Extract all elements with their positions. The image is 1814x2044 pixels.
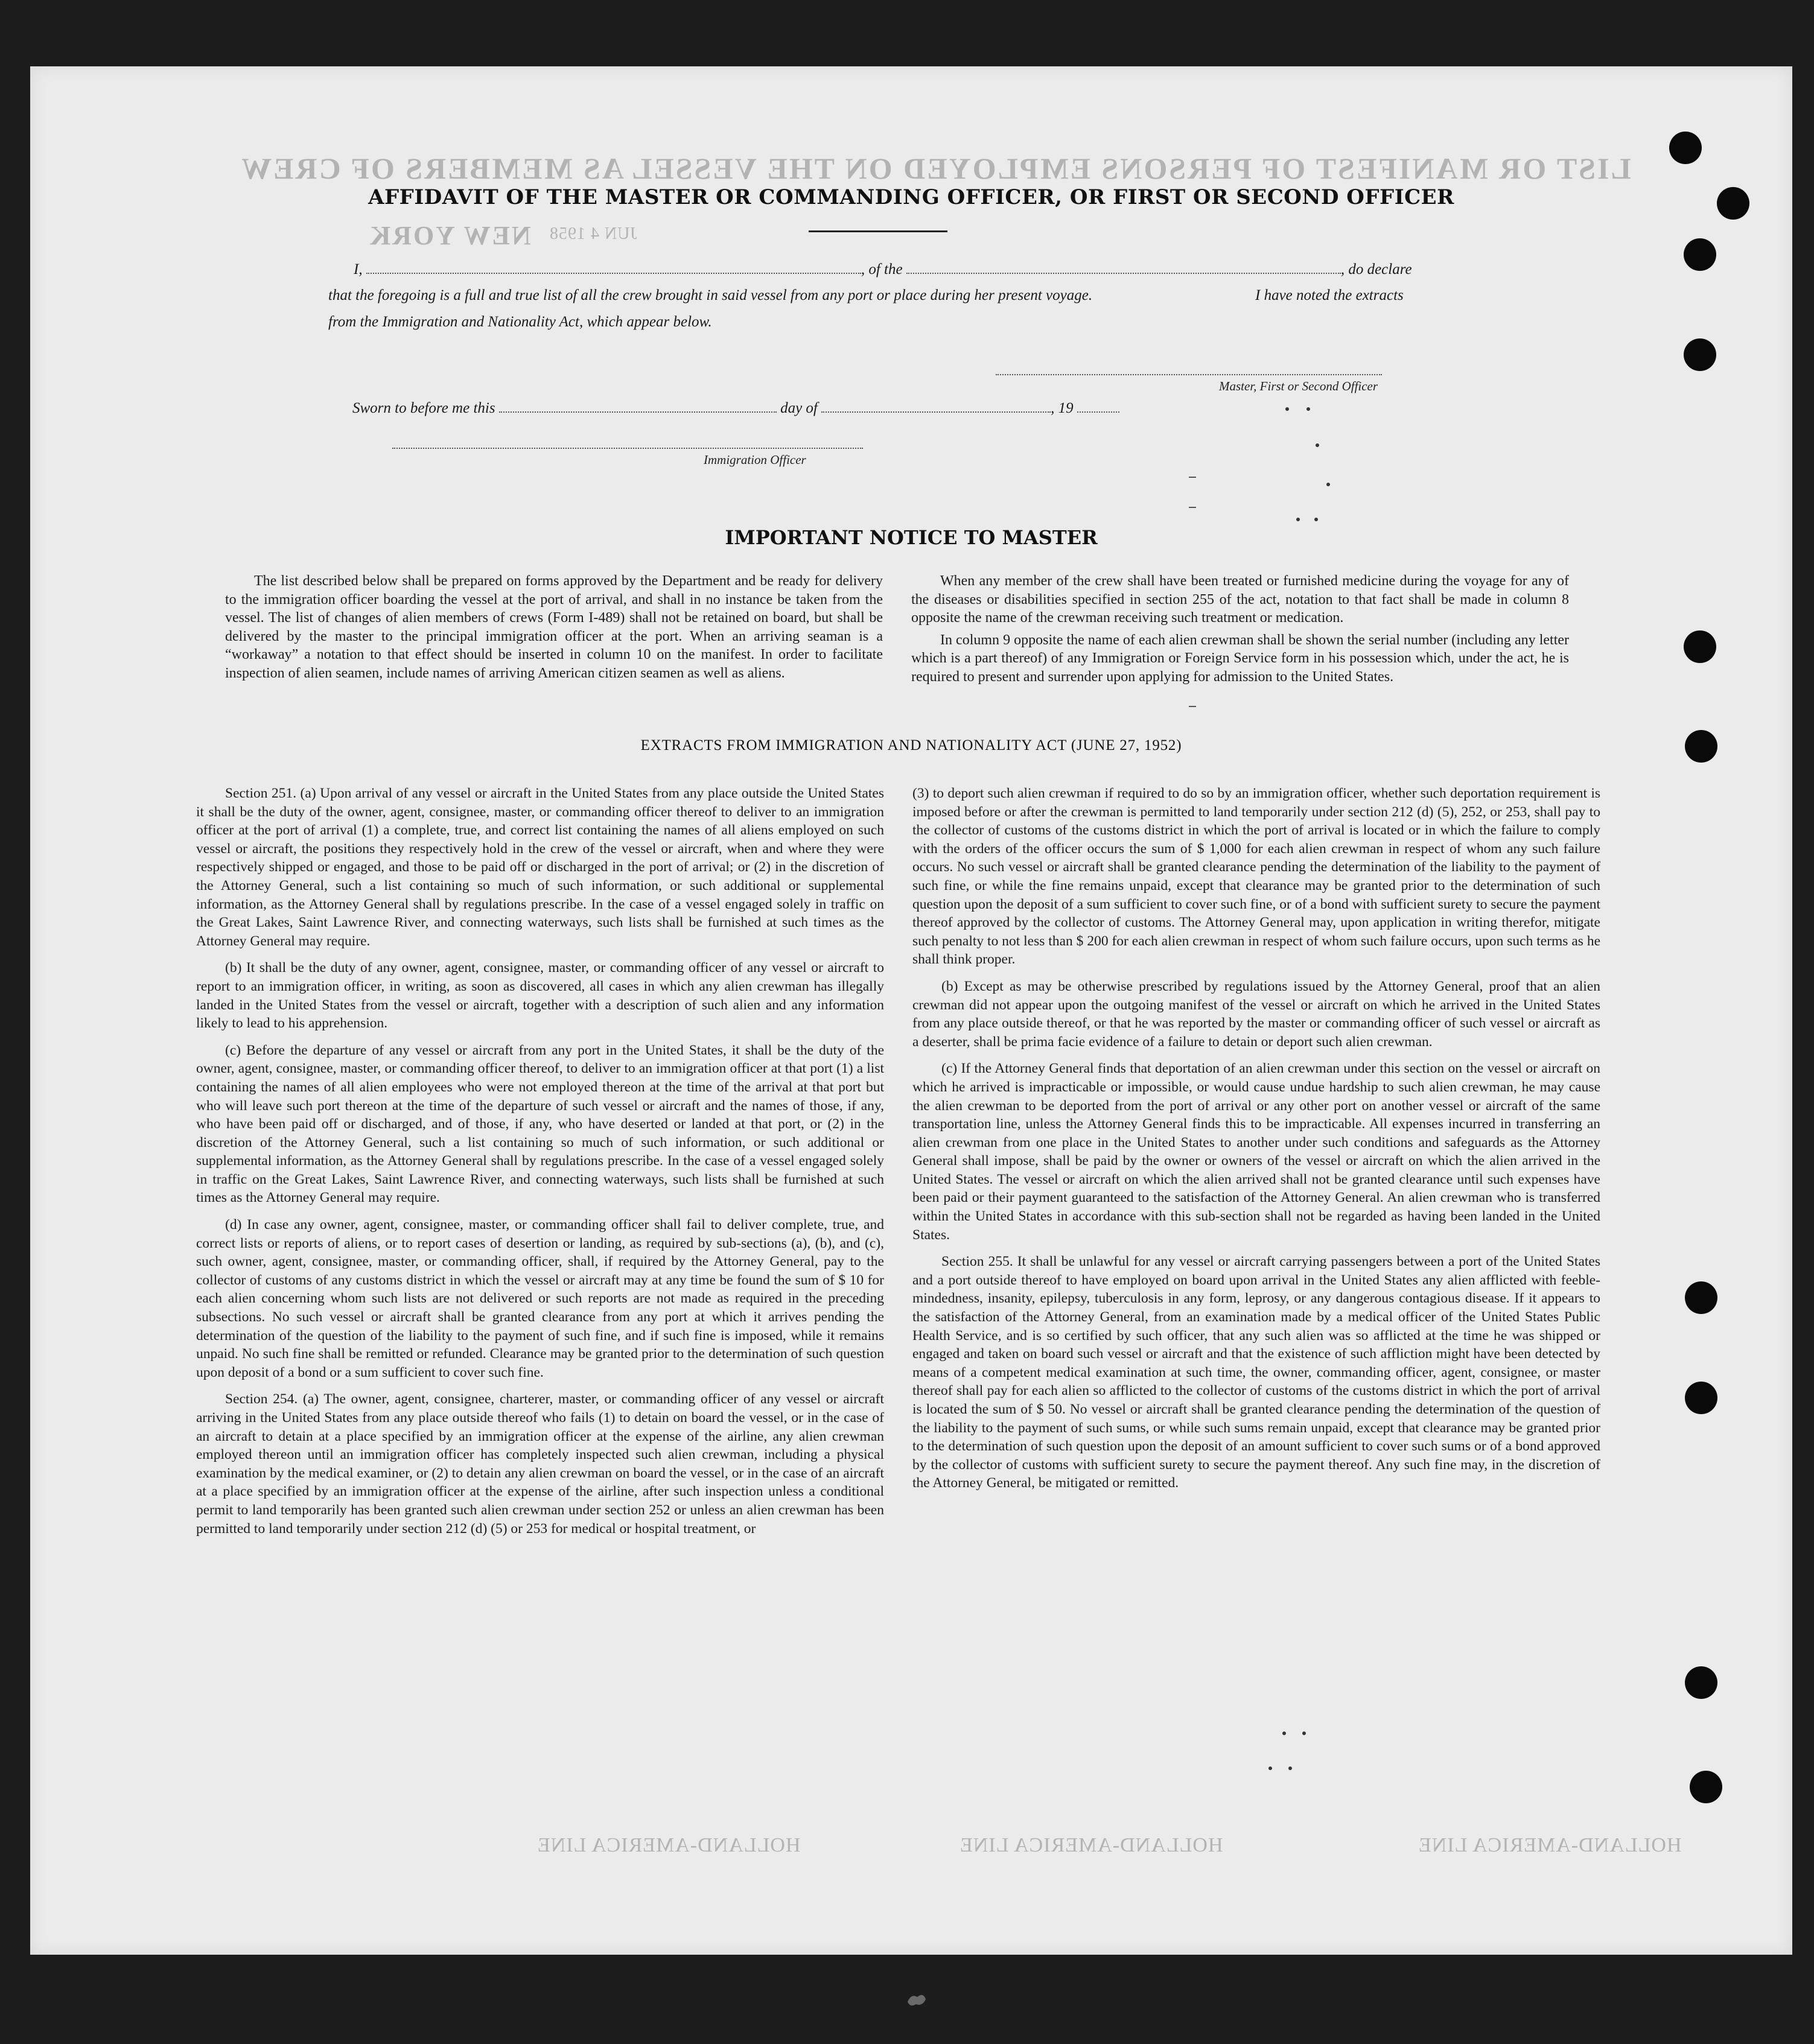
officer-caption: Immigration Officer (704, 452, 806, 467)
sworn-day-of: day of (780, 400, 818, 416)
affidavit-title: AFFIDAVIT OF THE MASTER OR COMMANDING OFFICER, OR FIRST OR SECOND OFFICER (368, 185, 1454, 209)
speck (1316, 443, 1319, 447)
notice-right-paragraph-1: When any member of the crew shall have been treated or furnished medicine during the voyage for any of the diseases or disabilities specified in section 255 of the act, notation to that fact shall be made in column 8 opposite the name of the crewman receiving such treatment or medication. (911, 573, 1569, 626)
affidavit-line-1 (354, 261, 1412, 278)
bleed-through-heading: LIST OR MANIFEST OF PERSONS EMPLOYED ON THE VESSEL AS MEMBERS OF CREW (240, 151, 1631, 185)
speck (1285, 407, 1289, 411)
affidavit-line-2: that the foregoing is a full and true list of all the crew brought in said vessel from any port or place during her present voyage. (328, 287, 1093, 303)
manifest-page (30, 66, 1792, 1955)
extracts-left-column (196, 784, 884, 1546)
master-caption: Master, First or Second Officer (1219, 379, 1378, 393)
extracts-title: EXTRACTS FROM IMMIGRATION AND NATIONALITY ACT (JUNE 27, 1952) (640, 737, 1182, 754)
section-251-d: (d) In case any owner, agent, consignee, master, or commanding officer shall fail to deliver complete, true, and correct lists or reports of aliens, or to report cases of desertion or landing, as required by sub-sections (a), (b), and (c), such owner, agent, consignee, master, or commanding officer, shall, if required by the Attorney General, pay to the collector of customs of any customs district in which the vessel or aircraft may at any time be found the sum of $ 10 for each alien concerning whom such lists are not delivered or such reports are not made as required in the preceding subsections. No such vessel or aircraft shall be granted clearance from any port at which it arrives pending the determination of the question of the liability to the payment of such fine, and if such fine is imposed, while it remains unpaid. No such fine shall be remitted or refunded. Clearance may be granted prior to the determination of such question upon deposit of a bond or a sum sufficient to cover such fine. (196, 1217, 884, 1380)
bleed-through-line-1: HOLLAND-AMERICA LINE (537, 1834, 801, 1856)
speck (1288, 1766, 1292, 1770)
master-signature-line (996, 374, 1382, 375)
bleed-through-line-3: HOLLAND-AMERICA LINE (1418, 1834, 1682, 1856)
affidavit-i: I, (354, 261, 363, 278)
speck (1302, 1731, 1306, 1735)
extracts-right-column (912, 784, 1600, 1501)
section-254-a-cont: (3) to deport such alien crewman if required to do so by an immigration officer, whether such deportation requirement is imposed before or after the crewman is permitted to land temporarily under section 212 (d) (5), 252, or 253, shall pay to the collector of customs of the customs district in which the port of arrival is located or in which the failure to comply with the orders of the officer occurs the sum of $ 1,000 for each alien crewman in respect of whom any such failure occurs. No such vessel or aircraft shall be granted clearance pending the determination of the liability to the payment of such fine, or while the fine remains unpaid, except that clearance may be granted prior to the determination of such question upon the deposit of a sum sufficient to cover such fine, or of a bond with sufficient surety to secure the payment thereof approved by the collector of customs. The Attorney General may, upon application in writing therefor, mitigate such penalty to not less than $ 200 for each alien crewman in respect of whom such failure occurs, upon such terms as he shall think proper. (912, 786, 1600, 968)
sworn-month-blank (821, 399, 1051, 413)
binder-hole (1685, 730, 1717, 763)
speck (1296, 518, 1300, 521)
notice-right (911, 572, 1569, 686)
section-254-a: Section 254. (a) The owner, agent, consignee, charterer, master, or commanding officer of any vessel or aircraft arriving in the United States from any place outside thereof who fails (1) to detain on board the vessel, or in the case of an aircraft to detain at a place specified by an immigration officer at the expense of the airline, any alien crewman employed thereon until an immigration officer has completely inspected such alien crewman, including a physical examination by the medical examiner, or (2) to detain any alien crewman on board the vessel, or in the case of an aircraft at a place specified by an immigration officer at the expense of the airline, after such inspection unless a conditional permit to land temporarily has been granted such alien crewman under section 252 or unless an alien crewman has been permitted to land temporarily under section 212 (d) (5) or 253 for medical or hospital treatment, or (196, 1391, 884, 1537)
binder-hole (1690, 1771, 1722, 1803)
speck (1326, 483, 1330, 486)
section-251-a: Section 251. (a) Upon arrival of any vessel or aircraft in the United States from any place outside the United States it shall be the duty of the owner, agent, consignee, master, or commanding officer thereof to deliver to an immigration officer at the port of arrival (1) a complete, true, and correct list containing the names of all aliens employed on such vessel or aircraft, the positions they respectively hold in the crew of the vessel or aircraft, when and where they were respectively shipped or engaged, and those to be paid off or discharged in the port of arrival; or (2) in the discretion of the Attorney General, such a list containing so much of such information, or such additional or supplemental information, as the Attorney General shall by regulations prescribe. In the case of a vessel engaged solely in traffic on the Great Lakes, Saint Lawrence River, and connecting waterways, such lists shall be furnished at such times as the Attorney General may require. (196, 786, 884, 949)
dash-mark (1189, 706, 1196, 707)
bleed-through-port: NEW YORK (368, 221, 531, 250)
scanner-smudge (905, 1991, 929, 2009)
affidavit-declare: , do declare (1340, 261, 1412, 278)
bleed-through-line-2: HOLLAND-AMERICA LINE (960, 1834, 1223, 1856)
speck (1314, 518, 1318, 521)
section-254-c: (c) If the Attorney General finds that deportation of an alien crewman under this section on the vessel or aircraft on which he arrived is impracticable or impossible, or would cause undue hardship to such alien crewman, he may cause the alien crewman to be deported from the port of arrival or any other port on another vessel or aircraft of the same transportation line, unless the Attorney General finds this to be impracticable. All expenses incurred in transferring an alien crewman from one place in the United States to another under such conditions and safeguards as the Attorney General shall impose, shall be paid by the owner or owners of the vessel or aircraft on which the alien arrived in the United States. The vessel or aircraft on which the alien arrived shall not be granted clearance until such expenses have been paid or their payment guaranteed to the satisfaction of the Attorney General. An alien crewman who is transferred within the United States in accordance with this sub-section shall not be regarded as having been landed in the United States. (912, 1061, 1600, 1243)
speck (1282, 1731, 1286, 1735)
binder-hole (1685, 1382, 1717, 1414)
affidavit-line-2-right: I have noted the extracts (1255, 287, 1404, 303)
officer-signature-line (392, 448, 863, 449)
binder-hole (1685, 1281, 1717, 1314)
binder-hole (1669, 132, 1702, 164)
section-251-c: (c) Before the departure of any vessel or aircraft from any port in the United States, it shall be the duty of the owner, agent, consignee, master, or commanding officer thereof, to deliver to an immigration officer at that port (1) a list containing the names of all alien employees who were not employed thereon at the time of the arrival at that port but who will leave such port thereon at the time of the departure of such vessel or aircraft and the names of those, if any, who have been paid off or discharged, and of those, if any, who have deserted or landed at that port, or (2) in the discretion of the Attorney General, such a list containing so much of such information, or such additional or supplemental information, as the Attorney General shall by regulations prescribe. In the case of a vessel engaged solely in traffic on the Great Lakes, Saint Lawrence River, and connecting waterways, such lists shall be furnished at such times as the Attorney General may require. (196, 1042, 884, 1206)
notice-right-paragraph-2: In column 9 opposite the name of each alien crewman shall be shown the serial number (including any letter which is a part thereof) of any Immigration or Foreign Service form in his possession which, under the act, he is required to present and surrender upon applying for admission to the United States. (911, 632, 1569, 685)
affidavit-line-3: from the Immigration and Nationality Act, which appear below. (328, 314, 712, 330)
section-254-b: (b) Except as may be otherwise prescribed by regulations issued by the Attorney General, proof that an alien crewman did not appear upon the outgoing manifest of the vessel or aircraft on which he arrived in the United States from any place outside thereof, or that he was reported by the master or commanding officer of such vessel or aircraft as a deserter, shall be prima facie evidence of a failure to detain or deport such alien crewman. (912, 978, 1600, 1050)
sworn-year-blank (1077, 399, 1119, 413)
dash-mark (1189, 507, 1196, 508)
binder-hole (1684, 338, 1716, 371)
master-name-blank (366, 261, 861, 274)
dash-mark (1189, 477, 1196, 478)
binder-hole (1684, 238, 1716, 271)
vessel-name-blank (906, 261, 1341, 274)
affidavit-of-the: , of the (861, 261, 903, 278)
notice-left-paragraph: The list described below shall be prepared on forms approved by the Department and be ready for delivery to the immigration officer boarding the vessel at the port of arrival, and shall in no instance be taken from the vessel. The list of changes of alien members of crews (Form I-489) shall not be retained on board, but shall be delivered by the master to the principal immigration officer at the port. When an arriving seaman is a “workaway” a notation to that effect should be inserted in column 10 on the manifest. In order to facilitate inspection of alien seamen, include names of arriving American citizen seamen as well as aliens. (225, 573, 883, 681)
sworn-day-blank (499, 399, 777, 413)
binder-hole (1684, 630, 1716, 663)
speck (1268, 1766, 1272, 1770)
sworn-line (352, 399, 1119, 417)
sworn-text: Sworn to before me this (352, 400, 495, 416)
binder-hole (1717, 187, 1749, 220)
section-251-b: (b) It shall be the duty of any owner, agent, consignee, master, or commanding officer of any vessel or aircraft to report to an immigration officer, in writing, as soon as discovered, all cases in which any alien crewman has illegally landed in the United States from the vessel or aircraft, together with a description of such alien and any information likely to lead to his apprehension. (196, 960, 884, 1032)
speck (1306, 407, 1310, 411)
section-255: Section 255. It shall be unlawful for any vessel or aircraft carrying passengers between a port of the United States and a port outside thereof to have employed on board upon arrival in the United States any alien afflicted with feeble-mindedness, insanity, epilepsy, tuberculosis in any form, leprosy, or any dangerous contagious disease. If it appears to the satisfaction of the Attorney General, from an examination made by a medical officer of the United States Public Health Service, and is so certified by such officer, that any such alien was so afflicted at the time he was shipped or engaged and taken on board such vessel or aircraft and that the existence of such affliction might have been detected by means of a competent medical examination at such time, the owner, commanding officer, agent, consignee, or master thereof shall pay for each alien so afflicted to the collector of customs of the customs district in which the port of arrival is located the sum of $ 50. No vessel or aircraft shall be granted clearance pending the determination of the question of the liability to the payment of such sums, or while such sums remain unpaid, except that clearance may be granted prior to the determination of such question upon the deposit of an amount sufficient to cover such sums or of a bond approved by the collector of customs with sufficient surety to secure the payment thereof. Any such fine may, in the discretion of the Attorney General, be mitigated or remitted. (912, 1254, 1600, 1491)
bleed-through-date: JUN 4 1958 (549, 224, 637, 243)
sworn-year: , 19 (1051, 400, 1074, 416)
title-rule (809, 230, 947, 232)
notice-title: IMPORTANT NOTICE TO MASTER (725, 526, 1098, 549)
binder-hole (1685, 1666, 1717, 1699)
